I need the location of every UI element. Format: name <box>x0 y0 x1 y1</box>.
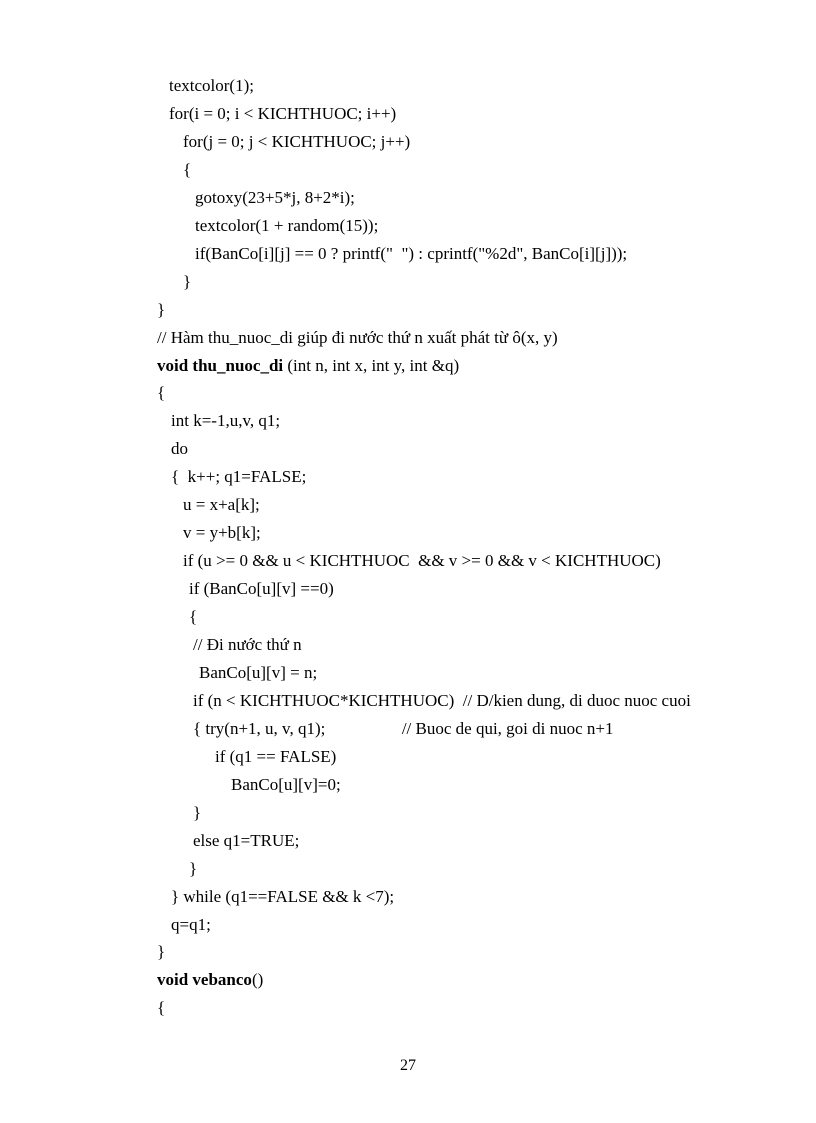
code-text: { <box>183 159 192 179</box>
code-line <box>183 495 260 515</box>
code-line <box>183 132 410 152</box>
code-line <box>193 831 299 851</box>
code-text: // Đi nước thứ n <box>193 635 302 654</box>
code-line <box>193 691 691 711</box>
code-line <box>193 803 201 823</box>
code-text: BanCo[u][v]=0; <box>231 774 341 794</box>
code-text: BanCo[u][v] = n; <box>199 662 318 682</box>
code-text: } while (q1==FALSE && k <7); <box>171 886 395 906</box>
code-line <box>199 663 317 683</box>
code-text: } <box>157 942 166 962</box>
code-line <box>193 719 614 739</box>
code-line <box>157 300 165 320</box>
code-line <box>171 915 211 935</box>
code-text: // Hàm thu_nuoc_di giúp đi nước thứ n xuất phát từ ô(x, y) <box>157 327 558 347</box>
code-text: { <box>157 998 166 1018</box>
code-line <box>157 356 459 376</box>
code-line <box>169 76 254 96</box>
code-line <box>195 244 627 264</box>
code-text: if (u >= 0 && u < KICHTHUOC && v >= 0 && v < KICHTHUOC) <box>183 551 661 571</box>
code-text: } <box>183 271 192 291</box>
code-text: else q1=TRUE; <box>193 830 300 850</box>
page-number: 27 <box>400 1057 416 1074</box>
code-line <box>183 551 661 571</box>
code-line <box>183 523 261 543</box>
code-line <box>171 439 188 459</box>
code-text: } <box>189 858 198 878</box>
code-line <box>157 383 165 403</box>
code-text: if (BanCo[u][v] ==0) <box>189 579 334 599</box>
code-text: } <box>157 299 166 319</box>
code-text: if (n < KICHTHUOC*KICHTHUOC) // D/kien dung, di duoc nuoc cuoi <box>193 690 691 710</box>
code-line <box>215 747 336 767</box>
code-keyword-bold: void thu_nuoc_di <box>157 355 284 375</box>
code-text: q=q1; <box>171 914 211 934</box>
code-keyword-bold: void vebanco <box>157 970 252 990</box>
code-text: int k=-1,u,v, q1; <box>171 411 281 431</box>
code-text: { <box>157 383 166 403</box>
code-text: if(BanCo[i][j] == 0 ? printf(" ") : cprintf("%2d", BanCo[i][j])); <box>195 243 628 263</box>
code-line <box>169 104 396 124</box>
code-text: gotoxy(23+5*j, 8+2*i); <box>195 187 355 207</box>
code-line <box>157 328 558 348</box>
code-line <box>157 942 165 962</box>
code-text: () <box>251 970 264 990</box>
code-line <box>183 272 191 292</box>
code-text: for(j = 0; j < KICHTHUOC; j++) <box>183 131 411 151</box>
code-line <box>195 188 355 208</box>
code-text: textcolor(1 + random(15)); <box>195 215 379 235</box>
code-text: { <box>189 607 198 627</box>
code-text: if (q1 == FALSE) <box>215 746 337 766</box>
code-line <box>183 160 191 180</box>
code-line <box>157 998 165 1018</box>
code-text: for(i = 0; i < KICHTHUOC; i++) <box>169 103 397 123</box>
code-line <box>171 467 306 487</box>
code-line <box>189 607 197 627</box>
code-text: textcolor(1); <box>169 76 254 95</box>
code-line <box>195 216 378 236</box>
code-line <box>157 970 263 990</box>
code-line <box>189 859 197 879</box>
code-line <box>171 887 394 907</box>
code-line <box>231 775 341 795</box>
code-text: v = y+b[k]; <box>183 523 261 543</box>
code-text: do <box>171 439 188 459</box>
code-text: } <box>193 802 202 822</box>
code-text: { k++; q1=FALSE; <box>171 467 307 487</box>
code-text: u = x+a[k]; <box>183 495 260 515</box>
code-line <box>193 635 302 655</box>
code-text: { try(n+1, u, v, q1); // Buoc de qui, goi di nuoc n+1 <box>193 718 614 738</box>
code-line <box>189 579 334 599</box>
code-text: (int n, int x, int y, int &q) <box>283 355 460 375</box>
code-line <box>171 411 280 431</box>
